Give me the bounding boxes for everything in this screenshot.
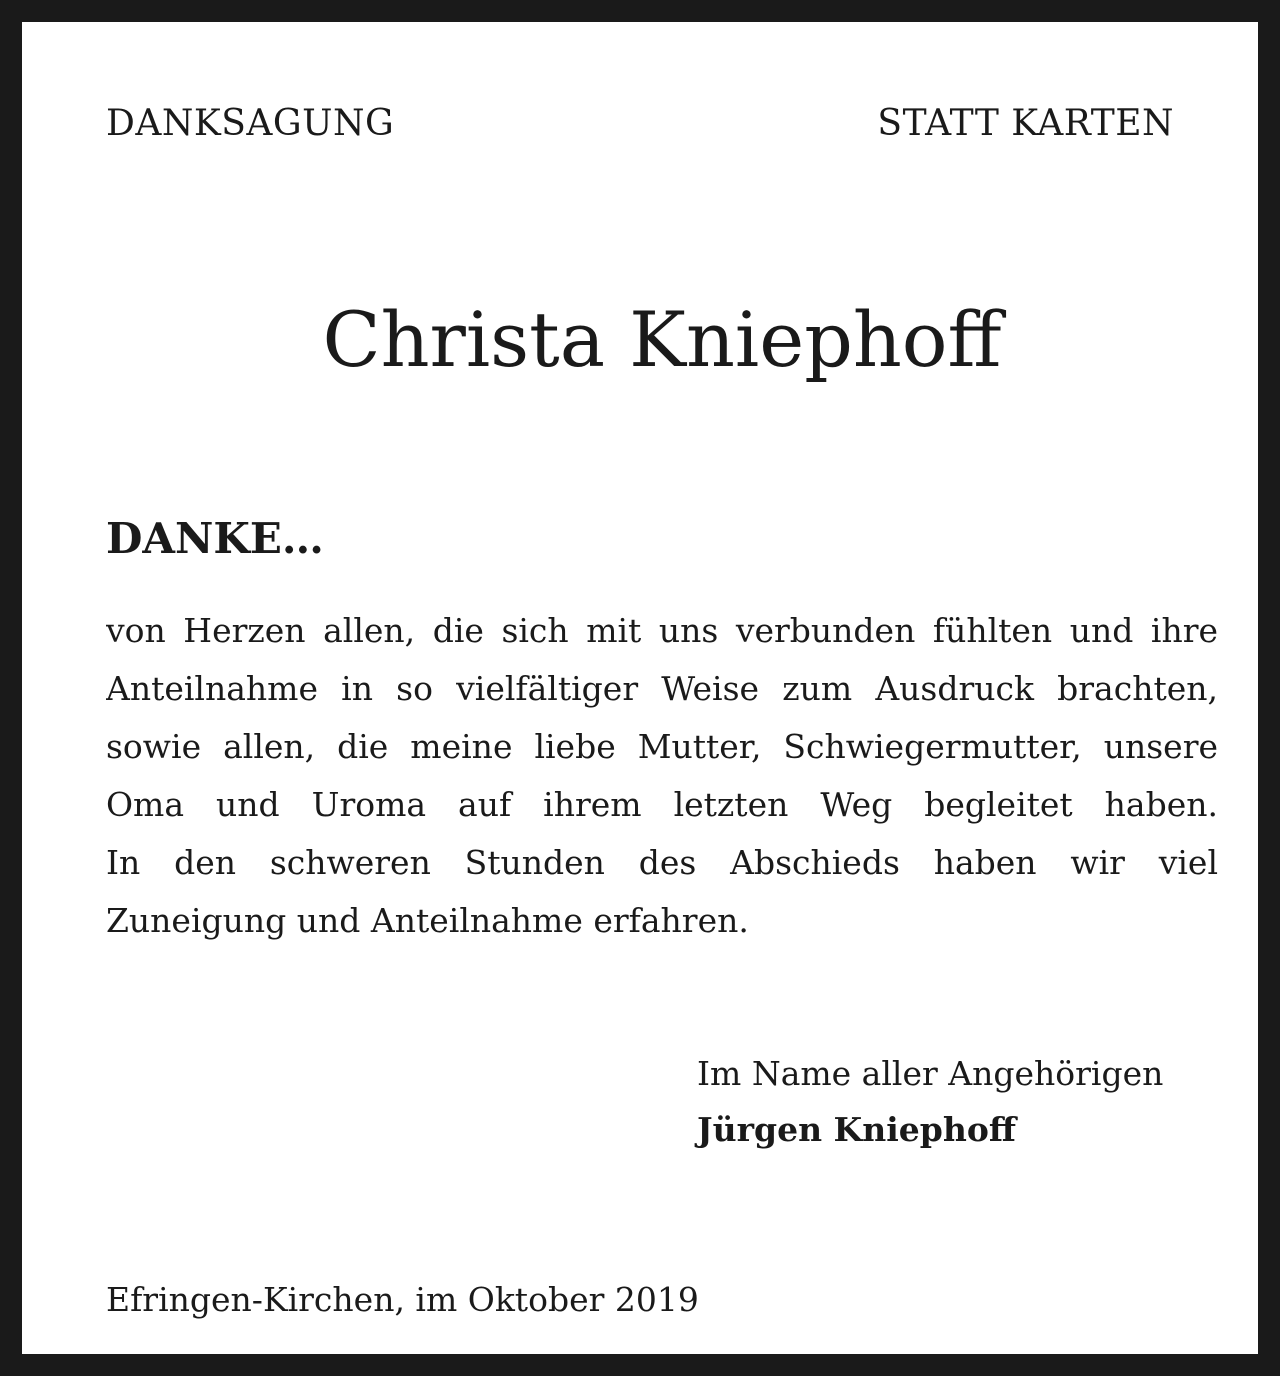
body-line: sowie allen, die meine liebe Mutter, Schwiegermutter, unsere <box>106 727 1218 766</box>
deceased-name: Christa Kniephoff <box>322 295 1002 384</box>
body-line: Oma und Uroma auf ihrem letzten Weg begleitet haben. <box>106 785 1218 824</box>
danke-heading: DANKE… <box>106 514 324 563</box>
body-line: Anteilnahme in so vielfältiger Weise zum Ausdruck brachten, <box>106 669 1218 708</box>
body-line: von Herzen allen, die sich mit uns verbunden fühlten und ihre <box>106 611 1218 650</box>
header-danksagung: DANKSAGUNG <box>106 103 395 144</box>
place-and-date: Efringen-Kirchen, im Oktober 2019 <box>106 1280 699 1319</box>
body-line: In den schweren Stunden des Abschieds haben wir viel <box>106 843 1218 882</box>
body-line: Zuneigung und Anteilnahme erfahren. <box>106 901 749 940</box>
thank-you-text <box>106 602 1218 950</box>
header-statt-karten: STATT KARTEN <box>877 103 1174 144</box>
signature-intro: Im Name aller Angehörigen <box>697 1054 1164 1093</box>
signature-name: Jürgen Kniephoff <box>697 1110 1016 1149</box>
signature-block <box>697 1046 1222 1158</box>
